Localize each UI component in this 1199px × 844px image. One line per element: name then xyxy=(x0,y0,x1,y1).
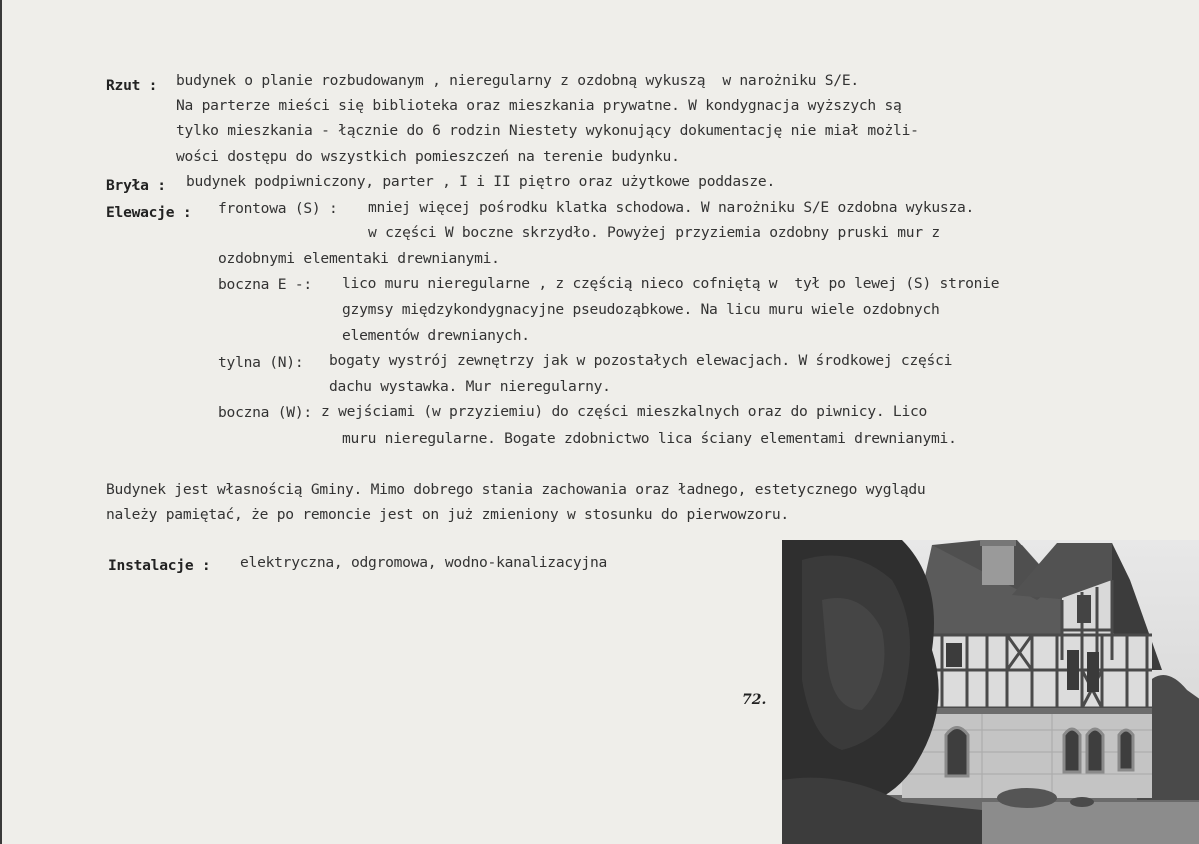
boczna-e-label: boczna E -: xyxy=(218,276,312,293)
frontowa-line-1: mniej więcej pośrodku klatka schodowa. W narożniku S/E ozdobna wykusza. xyxy=(368,199,975,216)
boczna-w-line-2: muru nieregularne. Bogate zdobnictwo lica ściany elementami drewnianymi. xyxy=(342,430,957,447)
frontowa-label: frontowa (S) : xyxy=(218,200,338,217)
tylna-label: tylna (N): xyxy=(218,354,304,371)
ownership-line-1: Budynek jest własnością Gminy. Mimo dobrego stania zachowania oraz ładnego, estetycznego wyglądu xyxy=(106,481,926,498)
boczna-e-line-1: lico muru nieregularne , z częścią nieco cofniętą w tył po lewej (S) stronie xyxy=(342,275,1000,292)
frontowa-line-2: w części W boczne skrzydło. Powyżej przyziemia ozdobny pruski mur z xyxy=(368,224,940,241)
instalacje-label: Instalacje : xyxy=(108,557,211,574)
ownership-line-2: należy pamiętać, że po remoncie jest on już zmieniony w stosunku do pierwowzoru. xyxy=(106,506,789,523)
page-number: 72. xyxy=(742,692,767,708)
boczna-w-label: boczna (W): xyxy=(218,404,312,421)
rzut-line-1: budynek o planie rozbudowanym , nieregularny z ozdobną wykuszą w narożniku S/E. xyxy=(176,72,859,89)
boczna-e-line-2: gzymsy międzykondygnacyjne pseudoząbkowe. Na licu muru wiele ozdobnych xyxy=(342,301,940,318)
instalacje-text: elektryczna, odgromowa, wodno-kanalizacyjna xyxy=(240,554,608,571)
rzut-line-2: Na parterze mieści się biblioteka oraz mieszkania prywatne. W kondygnacja wyższych są xyxy=(176,97,902,114)
bryla-label: Bryła : xyxy=(106,177,166,194)
building-photo xyxy=(782,540,1199,844)
bryla-text: budynek podpiwniczony, parter , I i II piętro oraz użytkowe poddasze. xyxy=(186,173,775,190)
boczna-e-line-3: elementów drewnianych. xyxy=(342,327,530,344)
rzut-line-3: tylko mieszkania - łącznie do 6 rodzin Niestety wykonujący dokumentację nie miał możli- xyxy=(176,122,919,139)
rzut-line-4: wości dostępu do wszystkich pomieszczeń na terenie budynku. xyxy=(176,148,680,165)
tylna-line-1: bogaty wystrój zewnętrzy jak w pozostałych elewacjach. W środkowej części xyxy=(329,352,953,369)
elewacje-label: Elewacje : xyxy=(106,204,192,221)
boczna-w-line-1: z wejściami (w przyziemiu) do części mieszkalnych oraz do piwnicy. Lico xyxy=(321,403,928,420)
frontowa-line-3: ozdobnymi elementaki drewnianymi. xyxy=(218,250,500,267)
rzut-label: Rzut : xyxy=(106,77,158,94)
tylna-line-2: dachu wystawka. Mur nieregularny. xyxy=(329,378,611,395)
